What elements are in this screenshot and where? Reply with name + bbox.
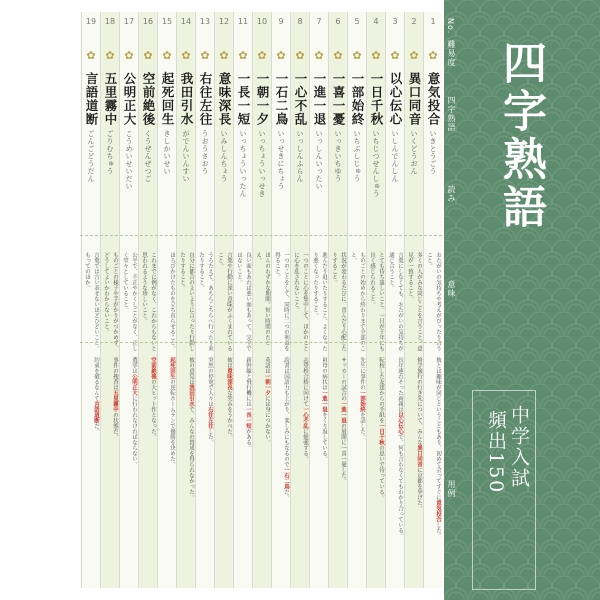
idiom-meaning: うろたえて、あちらこちらへ行ったり来たりすること。 [198,252,213,351]
idiom-meaning: 一つのことをして、同時に二つの利益を得ること。 [274,252,289,351]
difficulty-star-icon: ✿ [390,49,400,62]
idiom-reading: うおうさおう [201,130,209,175]
idiom-word: 一部始終 [350,72,365,126]
entry-column [328,12,347,588]
idiom-word: 以心伝心 [388,72,403,126]
idiom-example [177,357,195,582]
example-highlight: 一進一退 [321,390,327,412]
idiom-reading: いっせきにちょう [277,130,285,190]
entry-column [366,12,385,588]
idiom-example [386,357,404,582]
example-highlight: 空前絶後 [150,357,156,379]
idiom-example [348,357,366,582]
idiom-reading: いっちょういっせき [258,130,266,198]
example-highlight: 一長一短 [245,406,251,429]
idiom-reading: いっしんふらん [296,130,304,183]
idiom-example [196,357,214,582]
example-text: の逆転ホームランで優勝を決めた。 [169,379,175,467]
entry-number: 11 [237,17,249,26]
difficulty-star-icon: ✿ [238,49,248,62]
idiom-reading: きしかいせい [163,130,171,175]
entry-number: 14 [180,17,192,26]
difficulty-star-icon: ✿ [352,49,362,62]
idiom-meaning: 公平で、不正やかくしごとがなく、正しく堂々としていること。 [122,252,137,351]
example-text: だ。 [283,489,289,500]
idiom-reading: がでんいんすい [182,130,190,183]
idiom-word: 言語道断 [84,72,99,126]
example-text: 英語は [264,357,270,374]
difficulty-star-icon: ✿ [371,49,381,62]
example-section-label: 用例 [447,480,456,498]
example-text: 転校した友達からの手紙を [378,357,384,423]
meaning-section-label: 意味 [447,280,456,298]
idiom-word: 起死回生 [160,72,175,126]
example-highlight: 公明正大 [131,373,137,396]
idiom-word: 五里霧中 [103,72,118,126]
example-text: した。 [207,428,213,445]
entry-number: 17 [123,17,135,26]
example-highlight: 起死回生 [169,357,175,379]
idiom-meaning: ほんのわずかな期間。短い時間のたとえ。 [255,252,270,346]
entry-column [176,12,195,588]
idiom-example [291,357,309,582]
entry-column [138,12,157,588]
example-text: 先生に事件の [359,357,365,390]
entry-column [404,12,423,588]
idiom-meaning: とても待ち遠しいこと。一日が千年にも長く感じられること。 [369,252,384,351]
example-text: サッカーの試合の [340,357,346,401]
entry-number: 16 [142,17,154,26]
idiom-word: 異口同音 [407,72,422,126]
idiom-example [329,357,347,582]
example-text: 約束を破るなんて [93,357,99,401]
idiom-word: 一長一短 [236,72,251,126]
idiom-reading: いきとうごう [429,130,437,175]
example-text: 突然の停電で人々は [207,357,213,407]
idiom-example [101,357,119,582]
idiom-example [424,357,442,582]
example-highlight: 以心伝心 [397,412,403,434]
idiom-word: 空前絶後 [141,72,156,126]
idiom-example [234,357,252,582]
example-highlight: 意味深長 [226,368,232,390]
difficulty-star-icon: ✿ [105,49,115,62]
entry-column [423,12,442,588]
entry-column [100,12,119,588]
idiom-meaning: 良い面もあれば悪い面もあって、完全ではないこと。 [236,252,251,351]
entry-number: 13 [199,17,211,26]
idiom-reading: いしんでんしん [391,130,399,183]
entry-column [214,12,233,588]
entry-number: 8 [297,17,303,26]
example-highlight: 我田引水 [188,384,194,407]
difficulty-star-icon: ✿ [181,49,191,62]
word-section-label: 四字熟語 [447,96,456,132]
difficulty-star-icon: ✿ [333,49,343,62]
example-text: の思いで待っている。 [378,445,384,500]
page-title: 四字熟語 [495,40,546,232]
idiom-word: 意味深長 [217,72,232,126]
difficulty-star-icon: ✿ [314,49,324,62]
example-highlight: 一進一退 [340,401,346,423]
difficulty-star-icon: ✿ [162,49,172,62]
idiom-meaning: ものごとの様子や手がかりがつかめず、どうしてよいかわからないこと。 [103,252,118,351]
idiom-word: 一石二鳥 [274,72,289,126]
yomi-section-label: 読み [447,185,456,203]
word-table [80,12,442,588]
example-text: 彼の意見は [188,357,194,385]
idiom-reading: いくどうおん [410,130,418,175]
idiom-example [367,357,385,582]
idiom-word: 一心不乱 [293,72,308,126]
example-text: に勉強する。 [302,428,308,462]
entry-number: 6 [335,17,341,26]
difficulty-star-icon: ✿ [86,49,96,62]
idiom-meaning: 一つのことに心を集中して、ほかのことに心を乱されないこと。 [293,252,308,351]
entry-column [385,12,404,588]
entry-column [119,12,138,588]
example-text: だ。 [93,423,99,434]
example-text: の展開に一喜一憂した。 [340,423,346,484]
example-text: の状態だ。 [112,412,118,440]
entry-number: 10 [256,17,268,26]
example-text: に行われなければならない。 [131,395,137,467]
example-text: した。 [435,522,441,539]
example-text: 志望校合格に向けて [302,357,308,407]
idiom-word: 一進一退 [312,72,327,126]
entry-number: 18 [104,17,116,26]
example-text: をくり返している。 [321,412,327,462]
entry-column [195,12,214,588]
example-text: には身につかない。 [264,395,270,445]
example-text: を話した。 [359,412,365,440]
entry-column [233,12,252,588]
example-highlight: 一心不乱 [302,406,308,429]
section-divider [80,235,442,236]
example-highlight: 一朝一夕 [264,373,270,396]
entry-number: 15 [161,17,173,26]
idiom-reading: ごりむちゅう [106,130,114,175]
example-text: 祖母の病状は [321,357,327,390]
example-highlight: 五里霧中 [112,390,118,412]
difficulty-star-icon: ✿ [124,49,134,62]
entry-number: 1 [430,17,436,26]
level-label: 難易度 [447,40,456,67]
example-text: 事件の捜査は [112,357,118,390]
difficulty-star-icon: ✿ [409,49,419,62]
example-text: 修学旅行の行き先について、みんな [416,357,422,445]
difficulty-star-icon: ✿ [276,49,286,62]
idiom-word: 右往左往 [198,72,213,126]
entry-column [271,12,290,588]
idiom-example [215,357,233,582]
idiom-word: 意気投合 [426,72,441,126]
example-text: 読書は国語力も上がり、楽しみにもなるので [283,357,289,467]
idiom-word: 一朝一夕 [255,72,270,126]
example-text: 彼とは趣味が同じということもあり、初めて会ってすぐに [435,357,441,500]
example-highlight: 一日千秋 [378,423,384,445]
entry-column [309,12,328,588]
example-text: な笑みをうかべた。 [226,390,232,440]
idiom-example [158,357,176,582]
entry-number: 2 [411,17,417,26]
idiom-reading: いっちょういったん [239,130,247,198]
entry-column [81,12,100,588]
entry-number: 5 [354,17,360,26]
example-text: 長年連れそった両親は [397,357,403,412]
idiom-example [253,357,271,582]
example-highlight: 言語道断 [93,401,99,423]
example-highlight: 意気投合 [435,500,441,522]
no-label: No. [446,18,455,35]
idiom-word: 一喜一憂 [331,72,346,126]
example-text: に京都を挙げた。 [416,467,422,511]
idiom-example [405,357,423,582]
idiom-word: 一日千秋 [369,72,384,126]
idiom-meaning: ものごとの始めから終わりまで全部のこと。 [350,252,365,351]
idiom-meaning: 多くの人がみな同じことを言うこと。意見が一致すること。 [407,252,422,351]
entry-number: 7 [316,17,322,26]
idiom-example [272,357,290,582]
idiom-meaning: 状況が変わるたびに、喜んだり心配したりすること。 [331,252,346,351]
idiom-reading: いちじつせんしゅう [372,130,380,198]
example-text: で、何も言わなくてもわかり合っている。 [397,434,403,539]
difficulty-star-icon: ✿ [295,49,305,62]
idiom-word: 我田引水 [179,72,194,126]
entry-number: 9 [278,17,284,26]
idiom-meaning: 言葉や行動に深い意味がふくまれていること。 [217,252,232,351]
entry-number: 4 [373,17,379,26]
idiom-meaning: ほろびかけたものを立ち直らせること。 [169,252,175,351]
example-text: 選挙は [131,357,137,374]
difficulty-star-icon: ✿ [428,49,438,62]
idiom-reading: ごんごどうだん [87,130,95,183]
difficulty-star-icon: ✿ [200,49,210,62]
entry-number: 12 [218,17,230,26]
entry-column [252,12,271,588]
idiom-reading: いっしんいったい [315,130,323,190]
section-divider [80,342,442,343]
idiom-meaning: 自分に都合のよいように言ったり行動したりすること。 [179,252,194,351]
example-highlight: 異口同音 [416,445,422,467]
example-highlight: 右往左往 [207,406,213,429]
idiom-reading: くうぜんぜつご [144,130,152,183]
entry-column [347,12,366,588]
entry-column [157,12,176,588]
idiom-reading: こうめいせいだい [125,130,133,190]
subtitle-exam: 中学入試 [508,405,530,489]
example-text: の大ヒット作となった。 [150,379,156,440]
example-text: 新幹線と飛行機には [245,357,251,407]
idiom-reading: いっきいちゆう [334,130,342,183]
example-text: 彼は [226,357,232,368]
difficulty-star-icon: ✿ [257,49,267,62]
idiom-meaning: 言葉にしなくても、おたがいの気持ちが通じ合うこと。 [388,252,403,351]
idiom-example [82,357,100,582]
idiom-meaning: おたがいの気持ちや考えがぴったり合うこと。 [426,252,441,351]
difficulty-star-icon: ✿ [219,49,229,62]
example-highlight: 一石二鳥 [283,467,289,489]
difficulty-star-icon: ✿ [143,49,153,62]
entry-number: 19 [85,17,97,26]
subtitle-count: 頻出150 [485,410,507,495]
idiom-example [139,357,157,582]
idiom-word: 公明正大 [122,72,137,126]
idiom-example [120,357,138,582]
idiom-reading: いちぶしじゅう [353,130,361,183]
example-highlight: 一部始終 [359,390,365,412]
example-text: で、みんなの賛成を得られなかった。 [188,406,194,500]
idiom-reading: いみしんちょう [220,130,228,183]
example-text: がある。 [245,428,251,451]
idiom-example [310,357,328,582]
idiom-meaning: 進んだり退いたりすること。よくなったり悪くなったりすること。 [312,252,327,351]
idiom-meaning: 言葉では言い表せないほどひどいこと。もってのほか。 [84,252,99,351]
idiom-meaning: これまでに例がなく、これからもないと思われるような珍しいこと。 [141,252,156,351]
entry-column [290,12,309,588]
entry-number: 3 [392,17,398,26]
